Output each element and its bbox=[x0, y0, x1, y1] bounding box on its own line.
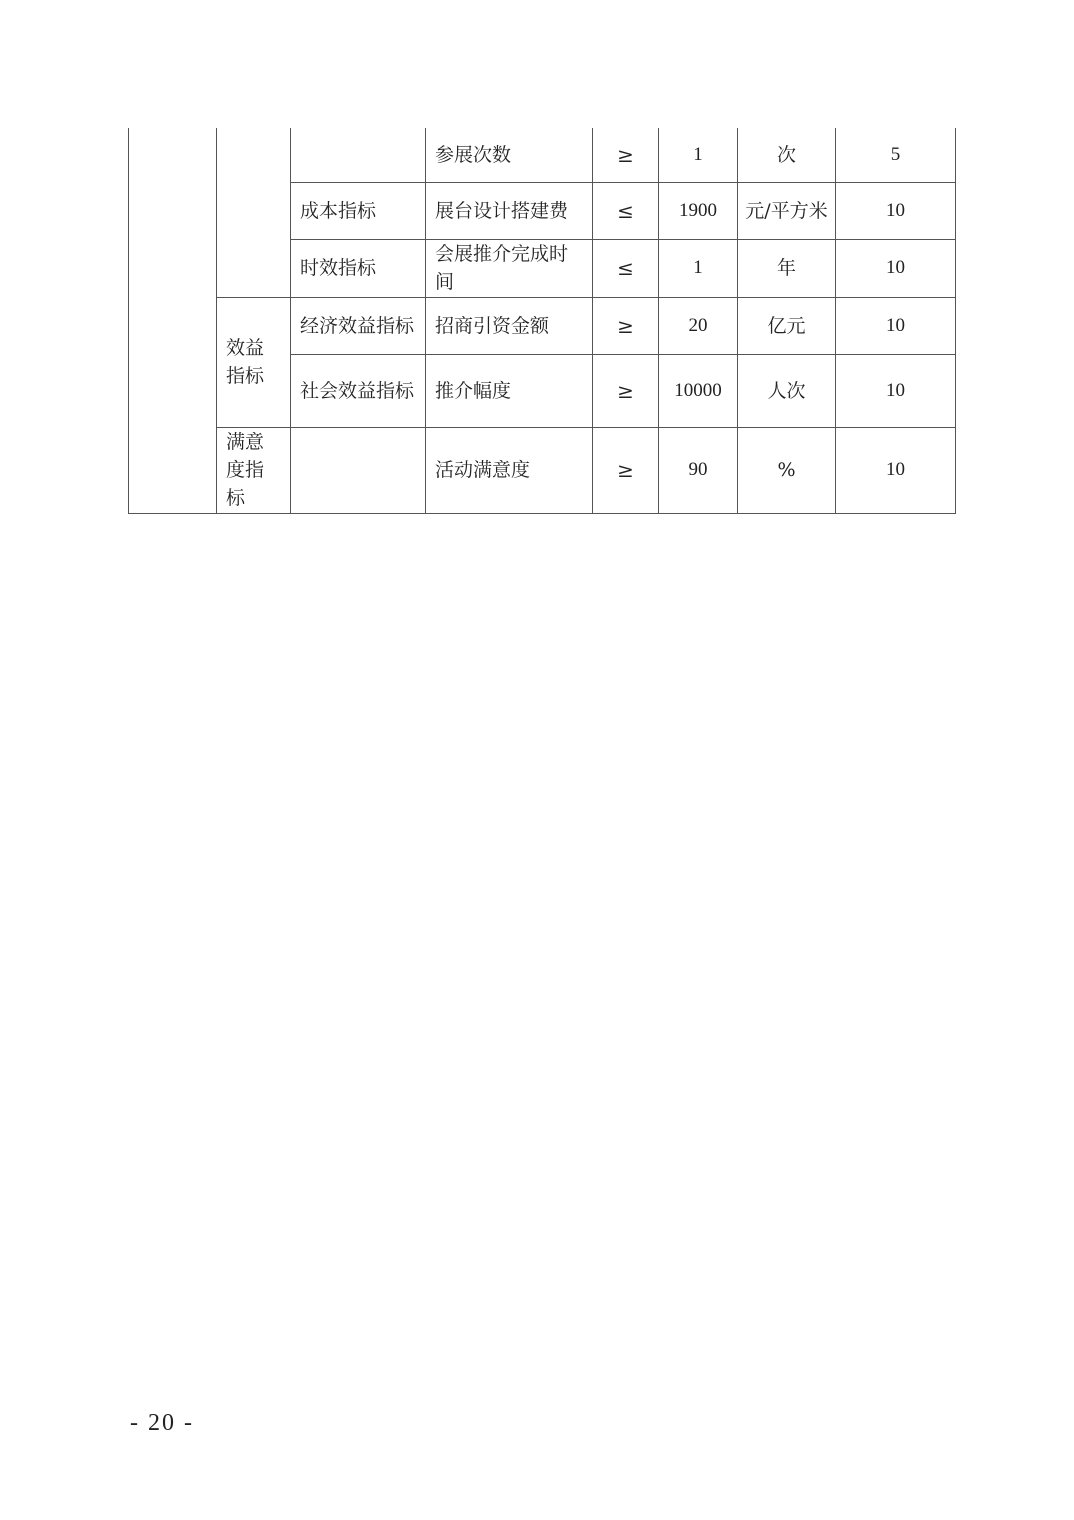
indicator-cell: 会展推介完成时间 bbox=[426, 239, 593, 297]
value-cell: 1 bbox=[659, 128, 738, 182]
unit-cell: 次 bbox=[738, 128, 836, 182]
indicator-cell: 招商引资金额 bbox=[426, 297, 593, 354]
operator-cell: ≥ bbox=[593, 128, 659, 182]
indicator-table bbox=[128, 128, 956, 514]
operator-cell: ≤ bbox=[593, 182, 659, 239]
level3-cell bbox=[291, 427, 426, 513]
level3-cell: 时效指标 bbox=[291, 239, 426, 297]
value-cell: 20 bbox=[659, 297, 738, 354]
unit-cell: 元/平方米 bbox=[738, 182, 836, 239]
score-cell: 10 bbox=[836, 297, 956, 354]
unit-cell: 年 bbox=[738, 239, 836, 297]
level2-cell: 满意度指标 bbox=[217, 427, 291, 513]
operator-cell: ≥ bbox=[593, 427, 659, 513]
operator-cell: ≥ bbox=[593, 354, 659, 427]
unit-cell: 亿元 bbox=[738, 297, 836, 354]
level1-cell bbox=[129, 128, 217, 513]
level3-cell: 成本指标 bbox=[291, 182, 426, 239]
score-cell: 10 bbox=[836, 182, 956, 239]
value-cell: 90 bbox=[659, 427, 738, 513]
page-number: - 20 - bbox=[130, 1410, 194, 1436]
performance-indicator-table bbox=[128, 128, 955, 514]
table-row bbox=[129, 427, 956, 513]
table-row bbox=[129, 297, 956, 354]
operator-cell: ≤ bbox=[593, 239, 659, 297]
table-row bbox=[129, 128, 956, 182]
score-cell: 10 bbox=[836, 427, 956, 513]
operator-cell: ≥ bbox=[593, 297, 659, 354]
score-cell: 10 bbox=[836, 354, 956, 427]
score-cell: 10 bbox=[836, 239, 956, 297]
indicator-cell: 活动满意度 bbox=[426, 427, 593, 513]
level3-cell bbox=[291, 128, 426, 182]
indicator-cell: 展台设计搭建费 bbox=[426, 182, 593, 239]
value-cell: 1 bbox=[659, 239, 738, 297]
level3-cell: 社会效益指标 bbox=[291, 354, 426, 427]
unit-cell: 人次 bbox=[738, 354, 836, 427]
indicator-cell: 推介幅度 bbox=[426, 354, 593, 427]
level2-cell: 效益指标 bbox=[217, 297, 291, 427]
level2-cell bbox=[217, 128, 291, 297]
score-cell: 5 bbox=[836, 128, 956, 182]
value-cell: 1900 bbox=[659, 182, 738, 239]
value-cell: 10000 bbox=[659, 354, 738, 427]
indicator-cell: 参展次数 bbox=[426, 128, 593, 182]
unit-cell: % bbox=[738, 427, 836, 513]
level3-cell: 经济效益指标 bbox=[291, 297, 426, 354]
